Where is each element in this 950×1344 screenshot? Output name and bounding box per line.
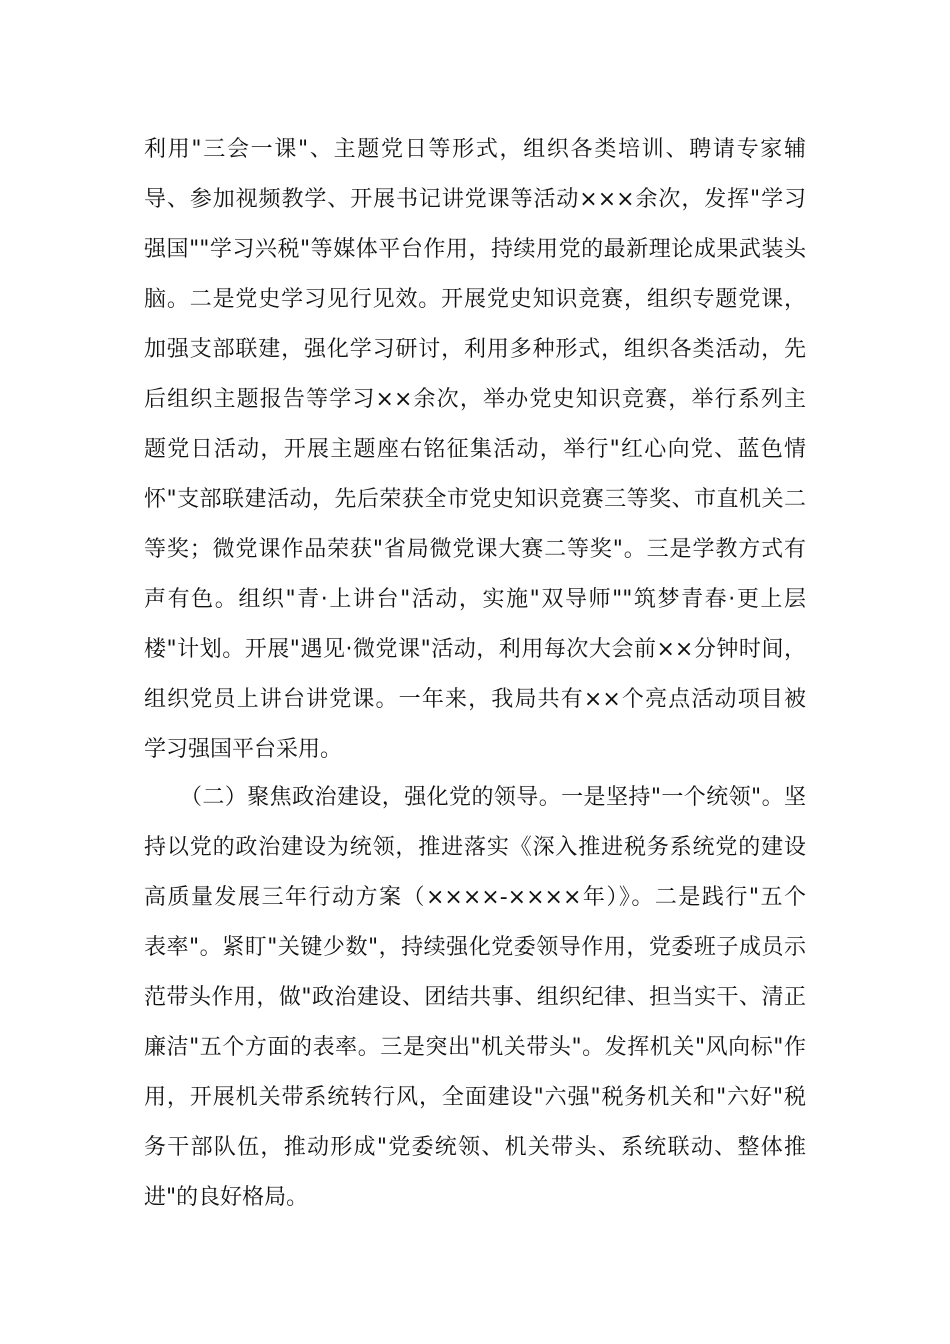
- text-line: 加强支部联建，强化学习研讨，利用多种形式，组织各类活动，先: [144, 337, 806, 362]
- text-line: 楼"计划。开展"遇见·微党课"活动，利用每次大会前××分钟时间，: [144, 637, 806, 662]
- text-line: 怀"支部联建活动，先后荣获全市党史知识竞赛三等奖、市直机关二: [144, 487, 806, 512]
- text-line: 持以党的政治建设为统领，推进落实《深入推进税务系统党的建设: [144, 835, 806, 860]
- text-line: 务干部队伍，推动形成"党委统领、机关带头、系统联动、整体推: [144, 1135, 806, 1160]
- text-line: 声有色。组织"青·上讲台"活动，实施"双导师""筑梦青春·更上层: [144, 587, 806, 612]
- text-line: 题党日活动，开展主题座右铭征集活动，举行"红心向党、蓝色情: [144, 437, 806, 462]
- text-line: 廉洁"五个方面的表率。三是突出"机关带头"。发挥机关"风向标"作: [144, 1035, 806, 1060]
- text-line: 高质量发展三年行动方案（××××-××××年）》。二是践行"五个: [144, 885, 806, 910]
- text-line: 利用"三会一课"、主题党日等形式，组织各类培训、聘请专家辅: [144, 137, 806, 162]
- text-line: 强国""学习兴税"等媒体平台作用，持续用党的最新理论成果武装头: [144, 237, 806, 262]
- text-line: 学习强国平台采用。: [144, 737, 343, 762]
- text-line: 用，开展机关带系统转行风，全面建设"六强"税务机关和"六好"税: [144, 1085, 806, 1110]
- text-line: 表率"。紧盯"关键少数"，持续强化党委领导作用，党委班子成员示: [144, 935, 806, 960]
- text-line: 脑。二是党史学习见行见效。开展党史知识竞赛，组织专题党课，: [144, 287, 806, 312]
- text-line: 范带头作用，做"政治建设、团结共事、组织纪律、担当实干、清正: [144, 985, 806, 1010]
- text-line: 组织党员上讲台讲党课。一年来，我局共有××个亮点活动项目被: [144, 687, 806, 712]
- text-line: 后组织主题报告等学习××余次，举办党史知识竞赛，举行系列主: [144, 387, 806, 412]
- text-line: 导、参加视频教学、开展书记讲党课等活动×××余次，发挥"学习: [144, 187, 806, 212]
- text-line: 等奖；微党课作品荣获"省局微党课大赛二等奖"。三是学教方式有: [144, 537, 806, 562]
- text-line: 进"的良好格局。: [144, 1185, 309, 1210]
- section-heading-line: （二）聚焦政治建设，强化党的领导。一是坚持"一个统领"。坚: [180, 785, 806, 810]
